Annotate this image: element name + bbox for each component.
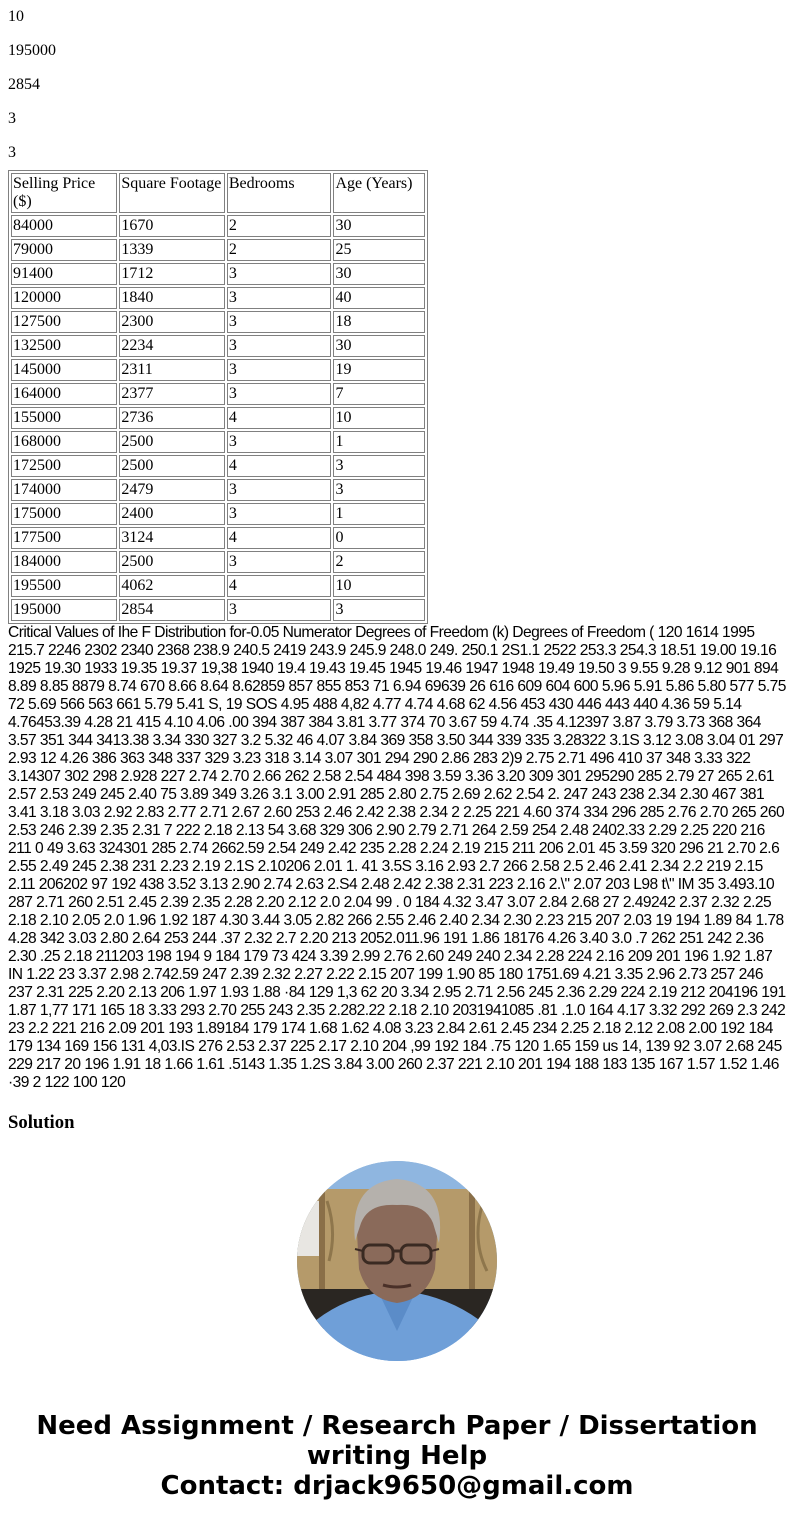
cell-age: 1 (333, 431, 425, 453)
header-selling-price: Selling Price ($) (11, 173, 117, 213)
cell-bedrooms: 3 (227, 383, 332, 405)
cell-square-footage: 2500 (119, 431, 224, 453)
cell-square-footage: 4062 (119, 575, 224, 597)
table-row (11, 407, 425, 429)
table-row (11, 263, 425, 285)
cell-bedrooms: 3 (227, 359, 332, 381)
intro-value: 10 (8, 8, 24, 25)
cell-selling-price: 84000 (11, 215, 117, 237)
cell-age: 3 (333, 479, 425, 501)
cell-square-footage: 1339 (119, 239, 224, 261)
cell-selling-price: 195000 (11, 599, 117, 621)
table-row (11, 479, 425, 501)
footer-contact-email: Contact: drjack9650@gmail.com (160, 1471, 634, 1501)
cell-bedrooms: 3 (227, 335, 332, 357)
cell-selling-price: 177500 (11, 527, 117, 549)
intro-value: 2854 (8, 76, 40, 93)
cell-bedrooms: 4 (227, 407, 332, 429)
cell-age: 7 (333, 383, 425, 405)
table-row (11, 215, 425, 237)
intro-value: 3 (8, 144, 16, 161)
document-body (0, 8, 794, 1134)
table-header-row (11, 173, 425, 213)
cell-bedrooms: 3 (227, 287, 332, 309)
cell-square-footage: 2234 (119, 335, 224, 357)
table-row (11, 287, 425, 309)
table-row (11, 551, 425, 573)
cell-bedrooms: 3 (227, 479, 332, 501)
cell-square-footage: 1840 (119, 287, 224, 309)
header-square-footage: Square Footage (119, 173, 224, 213)
cell-selling-price: 184000 (11, 551, 117, 573)
cell-bedrooms: 3 (227, 311, 332, 333)
cell-age: 40 (333, 287, 425, 309)
cell-bedrooms: 2 (227, 239, 332, 261)
cell-selling-price: 79000 (11, 239, 117, 261)
cell-age: 30 (333, 263, 425, 285)
cell-square-footage: 2500 (119, 551, 224, 573)
cell-square-footage: 2500 (119, 455, 224, 477)
cell-square-footage: 2300 (119, 311, 224, 333)
cell-age: 10 (333, 575, 425, 597)
intro-value: 3 (8, 110, 16, 127)
cell-selling-price: 145000 (11, 359, 117, 381)
cell-square-footage: 1670 (119, 215, 224, 237)
footer-line-1: Need Assignment / Research Paper / Dissertation (36, 1411, 758, 1441)
cell-square-footage: 1712 (119, 263, 224, 285)
house-data-table (8, 170, 428, 624)
cell-selling-price: 132500 (11, 335, 117, 357)
table-row (11, 431, 425, 453)
contact-footer (0, 1411, 794, 1501)
cell-square-footage: 2736 (119, 407, 224, 429)
cell-selling-price: 155000 (11, 407, 117, 429)
cell-bedrooms: 3 (227, 599, 332, 621)
cell-selling-price: 120000 (11, 287, 117, 309)
cell-selling-price: 164000 (11, 383, 117, 405)
cell-square-footage: 2311 (119, 359, 224, 381)
header-age: Age (Years) (333, 173, 425, 213)
tutor-photo-icon (297, 1161, 497, 1361)
header-bedrooms: Bedrooms (227, 173, 332, 213)
table-row (11, 503, 425, 525)
cell-age: 25 (333, 239, 425, 261)
cell-bedrooms: 4 (227, 527, 332, 549)
table-row (11, 335, 425, 357)
cell-selling-price: 91400 (11, 263, 117, 285)
table-row (11, 527, 425, 549)
cell-age: 10 (333, 407, 425, 429)
cell-bedrooms: 4 (227, 575, 332, 597)
cell-age: 30 (333, 215, 425, 237)
f-distribution-table-text: Critical Values of Ihe F Distribution for-0.05 Numerator Degrees of Freedom (k) Degrees of Freedom ( 120 1614 1995 215.7 2246 2302 2340 2368 238.9 240.5 2419 243.9 245.9 248.0 249. 250.1 2S1.1 2522 253.3 254.3 18.51 19.00 19.16 1925 19.30 1933 19.35 19.37 19,38 1940 19.4 19.43 19.45 1945 19.46 1947 1948 19.49 19.50 3 9.55 9.28 9.12 901 894 8.89 8.85 8879 8.74 670 8.66 8.64 8.62859 857 855 853 71 6.94 69639 26 616 609 604 600 5.96 5.91 5.86 5.80 577 5.75 72 5.69 566 563 661 5.79 5.41 S, 19 SOS 4.95 488 4,82 4.77 4.74 4.68 62 4.56 453 430 446 443 440 4.36 59 5.14 4.76453.39 4.28 21 415 4.10 4.06 .00 394 387 384 3.81 3.77 374 70 3.67 59 4.74 .35 4.12397 3.87 3.79 3.73 368 364 3.57 351 344 3413.38 3.34 330 327 3.2 5.32 46 4.07 3.84 369 358 3.50 344 339 335 3.28322 3.1S 3.12 3.08 3.04 01 297 2.93 12 4.26 386 363 348 337 329 3.23 318 3.14 3.07 301 294 290 2.86 283 2)9 2.75 2.71 496 410 37 348 3.33 322 3.14307 302 298 2.928 227 2.74 2.70 2.66 262 2.58 2.54 484 398 3.59 3.36 3.20 309 301 295290 285 2.79 27 265 2.61 2.57 2.53 249 245 2.40 75 3.89 349 3.26 3.1 3.00 2.91 285 2.80 2.75 2.69 2.62 2.54 2. 247 243 238 2.34 2.30 467 381 3.41 3.18 3.03 2.92 2.83 2.77 2.71 2.67 2.60 253 2.46 2.42 2.38 2.34 2 2.25 221 4.60 374 334 296 285 2.76 2.70 265 260 2.53 246 2.39 2.35 2.31 7 222 2.18 2.13 54 3.68 329 306 2.90 2.79 2.71 264 2.59 254 2.48 2402.33 2.29 2.25 220 216 211 0 49 3.63 324301 285 2.74 2662.59 2.54 249 2.42 235 2.28 2.24 2.19 215 211 206 2.01 45 3.59 320 296 21 2.70 2.6 2.55 2.49 245 2.38 231 2.23 2.19 2.1S 2.10206 2.01 1. 41 3.5S 3.16 2.93 2.7 266 2.58 2.5 2.46 2.41 2.34 2.2 219 2.15 2.11 206202 97 192 438 3.52 3.13 2.90 2.74 2.63 2.S4 2.48 2.42 2.38 2.31 223 2.16 2.\" 2.07 203 L98 t\" IM 35 3.493.10 287 2.71 260 2.51 2.45 2.39 2.35 2.28 2.20 2.12 2.0 2.04 99 . 0 184 4.32 3.47 3.07 2.84 2.68 27 2.49242 2.37 2.32 2.25 2.18 2.10 2.05 2.0 1.96 1.92 187 4.30 3.44 3.05 2.82 266 2.55 2.46 2.40 2.34 2.30 2.23 215 207 2.03 19 194 1.89 84 1.78 4.28 342 3.03 2.80 2.64 253 244 .37 2.32 2.7 2.20 213 2052.011.96 191 1.86 18176 4.26 3.40 3.0 .7 262 251 242 2.36 2.30 .25 2.18 211203 198 194 9 184 179 73 424 3.39 2.99 2.76 2.60 249 240 2.34 2.28 224 2.16 209 201 196 1.92 1.87 IN 1.22 23 3.37 2.98 2.742.59 247 2.39 2.32 2.27 2.22 2.15 207 199 1.90 85 180 1751.69 4.21 3.35 2.96 2.73 257 246 237 2.31 225 2.20 2.13 206 1.97 1.93 1.88 ·84 129 1,3 62 20 3.34 2.95 2.71 2.56 245 2.36 2.29 224 2.19 212 204196 191 1.87 1,77 171 165 18 3.33 293 2.70 255 243 2.35 2.282.22 2.18 2.10 2031941085 .81 .1.0 164 4.17 3.32 292 269 2.3 242 23 2.2 221 216 2.09 201 193 1.89184 179 174 1.68 1.62 4.08 3.23 2.84 2.61 2.45 234 2.25 2.18 2.12 2.08 2.00 192 184 179 134 169 156 131 4,03.IS 276 2.53 2.37 225 2.17 2.10 204 ,99 192 184 .75 120 1.65 159 us 14, 139 92 3.07 2.68 245 229 217 20 196 1.91 18 1.66 1.61 .5143 1.35 1.2S 3.84 3.00 260 2.37 221 2.10 201 194 188 183 135 167 1.57 1.52 1.46 ·39 2 122 100 120 (8, 624, 786, 1091)
table-row (11, 383, 425, 405)
intro-value: 195000 (8, 42, 56, 59)
cell-selling-price: 174000 (11, 479, 117, 501)
cell-age: 3 (333, 599, 425, 621)
avatar (297, 1161, 497, 1361)
cell-selling-price: 127500 (11, 311, 117, 333)
cell-age: 2 (333, 551, 425, 573)
cell-age: 0 (333, 527, 425, 549)
cell-square-footage: 2854 (119, 599, 224, 621)
table-row (11, 359, 425, 381)
cell-age: 3 (333, 455, 425, 477)
cell-square-footage: 2400 (119, 503, 224, 525)
cell-bedrooms: 3 (227, 503, 332, 525)
cell-square-footage: 2479 (119, 479, 224, 501)
cell-age: 1 (333, 503, 425, 525)
cell-age: 30 (333, 335, 425, 357)
cell-bedrooms: 4 (227, 455, 332, 477)
cell-square-footage: 3124 (119, 527, 224, 549)
cell-selling-price: 168000 (11, 431, 117, 453)
cell-square-footage: 2377 (119, 383, 224, 405)
cell-age: 18 (333, 311, 425, 333)
table-row (11, 599, 425, 621)
cell-selling-price: 195500 (11, 575, 117, 597)
cell-bedrooms: 3 (227, 263, 332, 285)
solution-heading: Solution (8, 1112, 75, 1133)
table-row (11, 575, 425, 597)
cell-bedrooms: 2 (227, 215, 332, 237)
cell-selling-price: 172500 (11, 455, 117, 477)
cell-bedrooms: 3 (227, 551, 332, 573)
cell-selling-price: 175000 (11, 503, 117, 525)
table-row (11, 311, 425, 333)
table-row (11, 455, 425, 477)
cell-age: 19 (333, 359, 425, 381)
cell-bedrooms: 3 (227, 431, 332, 453)
footer-line-2: writing Help (306, 1441, 488, 1471)
table-row (11, 239, 425, 261)
